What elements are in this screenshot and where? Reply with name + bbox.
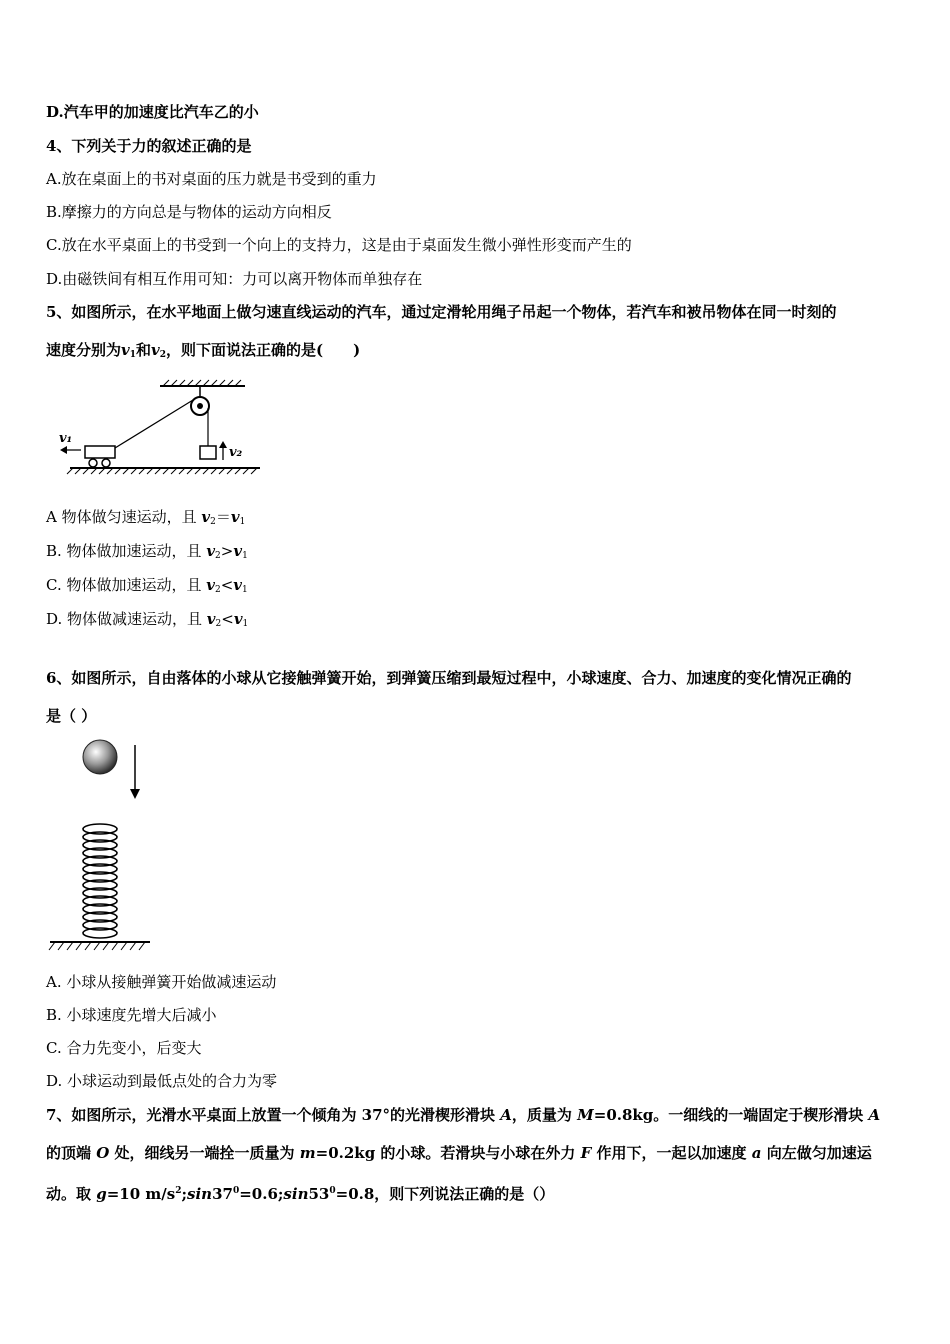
q7-stem-line1: 7、如图所示，光滑水平桌面上放置一个倾角为 37°的光滑楔形滑块 A，质量为 M=0.8kg。一细线的一端固定于楔形滑块 A [46, 1106, 881, 1124]
q5-v1-label: v₁ [59, 431, 73, 446]
q4-stem: 4、下列关于力的叙述正确的是 [46, 137, 252, 155]
q4-option-c: C.放在水平桌面上的书受到一个向上的支持力，这是由于桌面发生微小弹性形变而产生的 [46, 236, 632, 254]
q5-stem-line2: 速度分别为$v_1$和$v_2$，则下面说法正确的是( ) [46, 341, 361, 360]
q5-option-a: A 物体做匀速运动，且 $v_2=v_1$ [46, 508, 246, 527]
q6-option-d: D. 小球运动到最低点处的合力为零 [46, 1072, 278, 1090]
q5-option-c: C. 物体做加速运动，且 $v_2<v_1$ [46, 576, 248, 595]
q5-stem-line1: 5、如图所示，在水平地面上做匀速直线运动的汽车，通过定滑轮用绳子吊起一个物体，若汽车和被吊物体在同一时刻的 [46, 303, 837, 321]
q6-stem-line2: 是（ ） [46, 707, 97, 725]
q7-stem-line3: 动。取 g=10 $m/s^2;\sin 37^0=0.6;\sin 53^0=0.8$，则下列说法正确的是（） [46, 1185, 555, 1203]
q5-v2-label: v₂ [229, 445, 243, 460]
q5-option-b: B. 物体做加速运动，且 $v_2>v_1$ [46, 542, 248, 561]
q3-option-d: D.汽车甲的加速度比汽车乙的小 [46, 103, 259, 121]
q6-stem-line1: 6、如图所示，自由落体的小球从它接触弹簧开始，到弹簧压缩到最短过程中，小球速度、合力、加速度的变化情况正确的 [46, 669, 852, 687]
q4-option-d: D.由磁铁间有相互作用可知：力可以离开物体而单独存在 [46, 270, 423, 288]
q6-option-c: C. 合力先变小，后变大 [46, 1039, 202, 1057]
q6-option-a: A. 小球从接触弹簧开始做减速运动 [46, 973, 277, 991]
q7-stem-line2: 的顶端 O 处，细线另一端拴一质量为 m=0.2kg 的小球。若滑块与小球在外力 F 作用下，一起以加速度 a 向左做匀加速运 [46, 1144, 872, 1162]
q4-option-b: B.摩擦力的方向总是与物体的运动方向相反 [46, 203, 332, 221]
q4-option-a: A.放在桌面上的书对桌面的压力就是书受到的重力 [46, 170, 377, 188]
q5-option-d: D. 物体做减速运动，且 $v_2<v_1$ [46, 610, 249, 629]
q5-pulley-figure [55, 378, 270, 478]
q6-option-b: B. 小球速度先增大后减小 [46, 1006, 217, 1024]
q6-spring-figure [45, 735, 155, 955]
